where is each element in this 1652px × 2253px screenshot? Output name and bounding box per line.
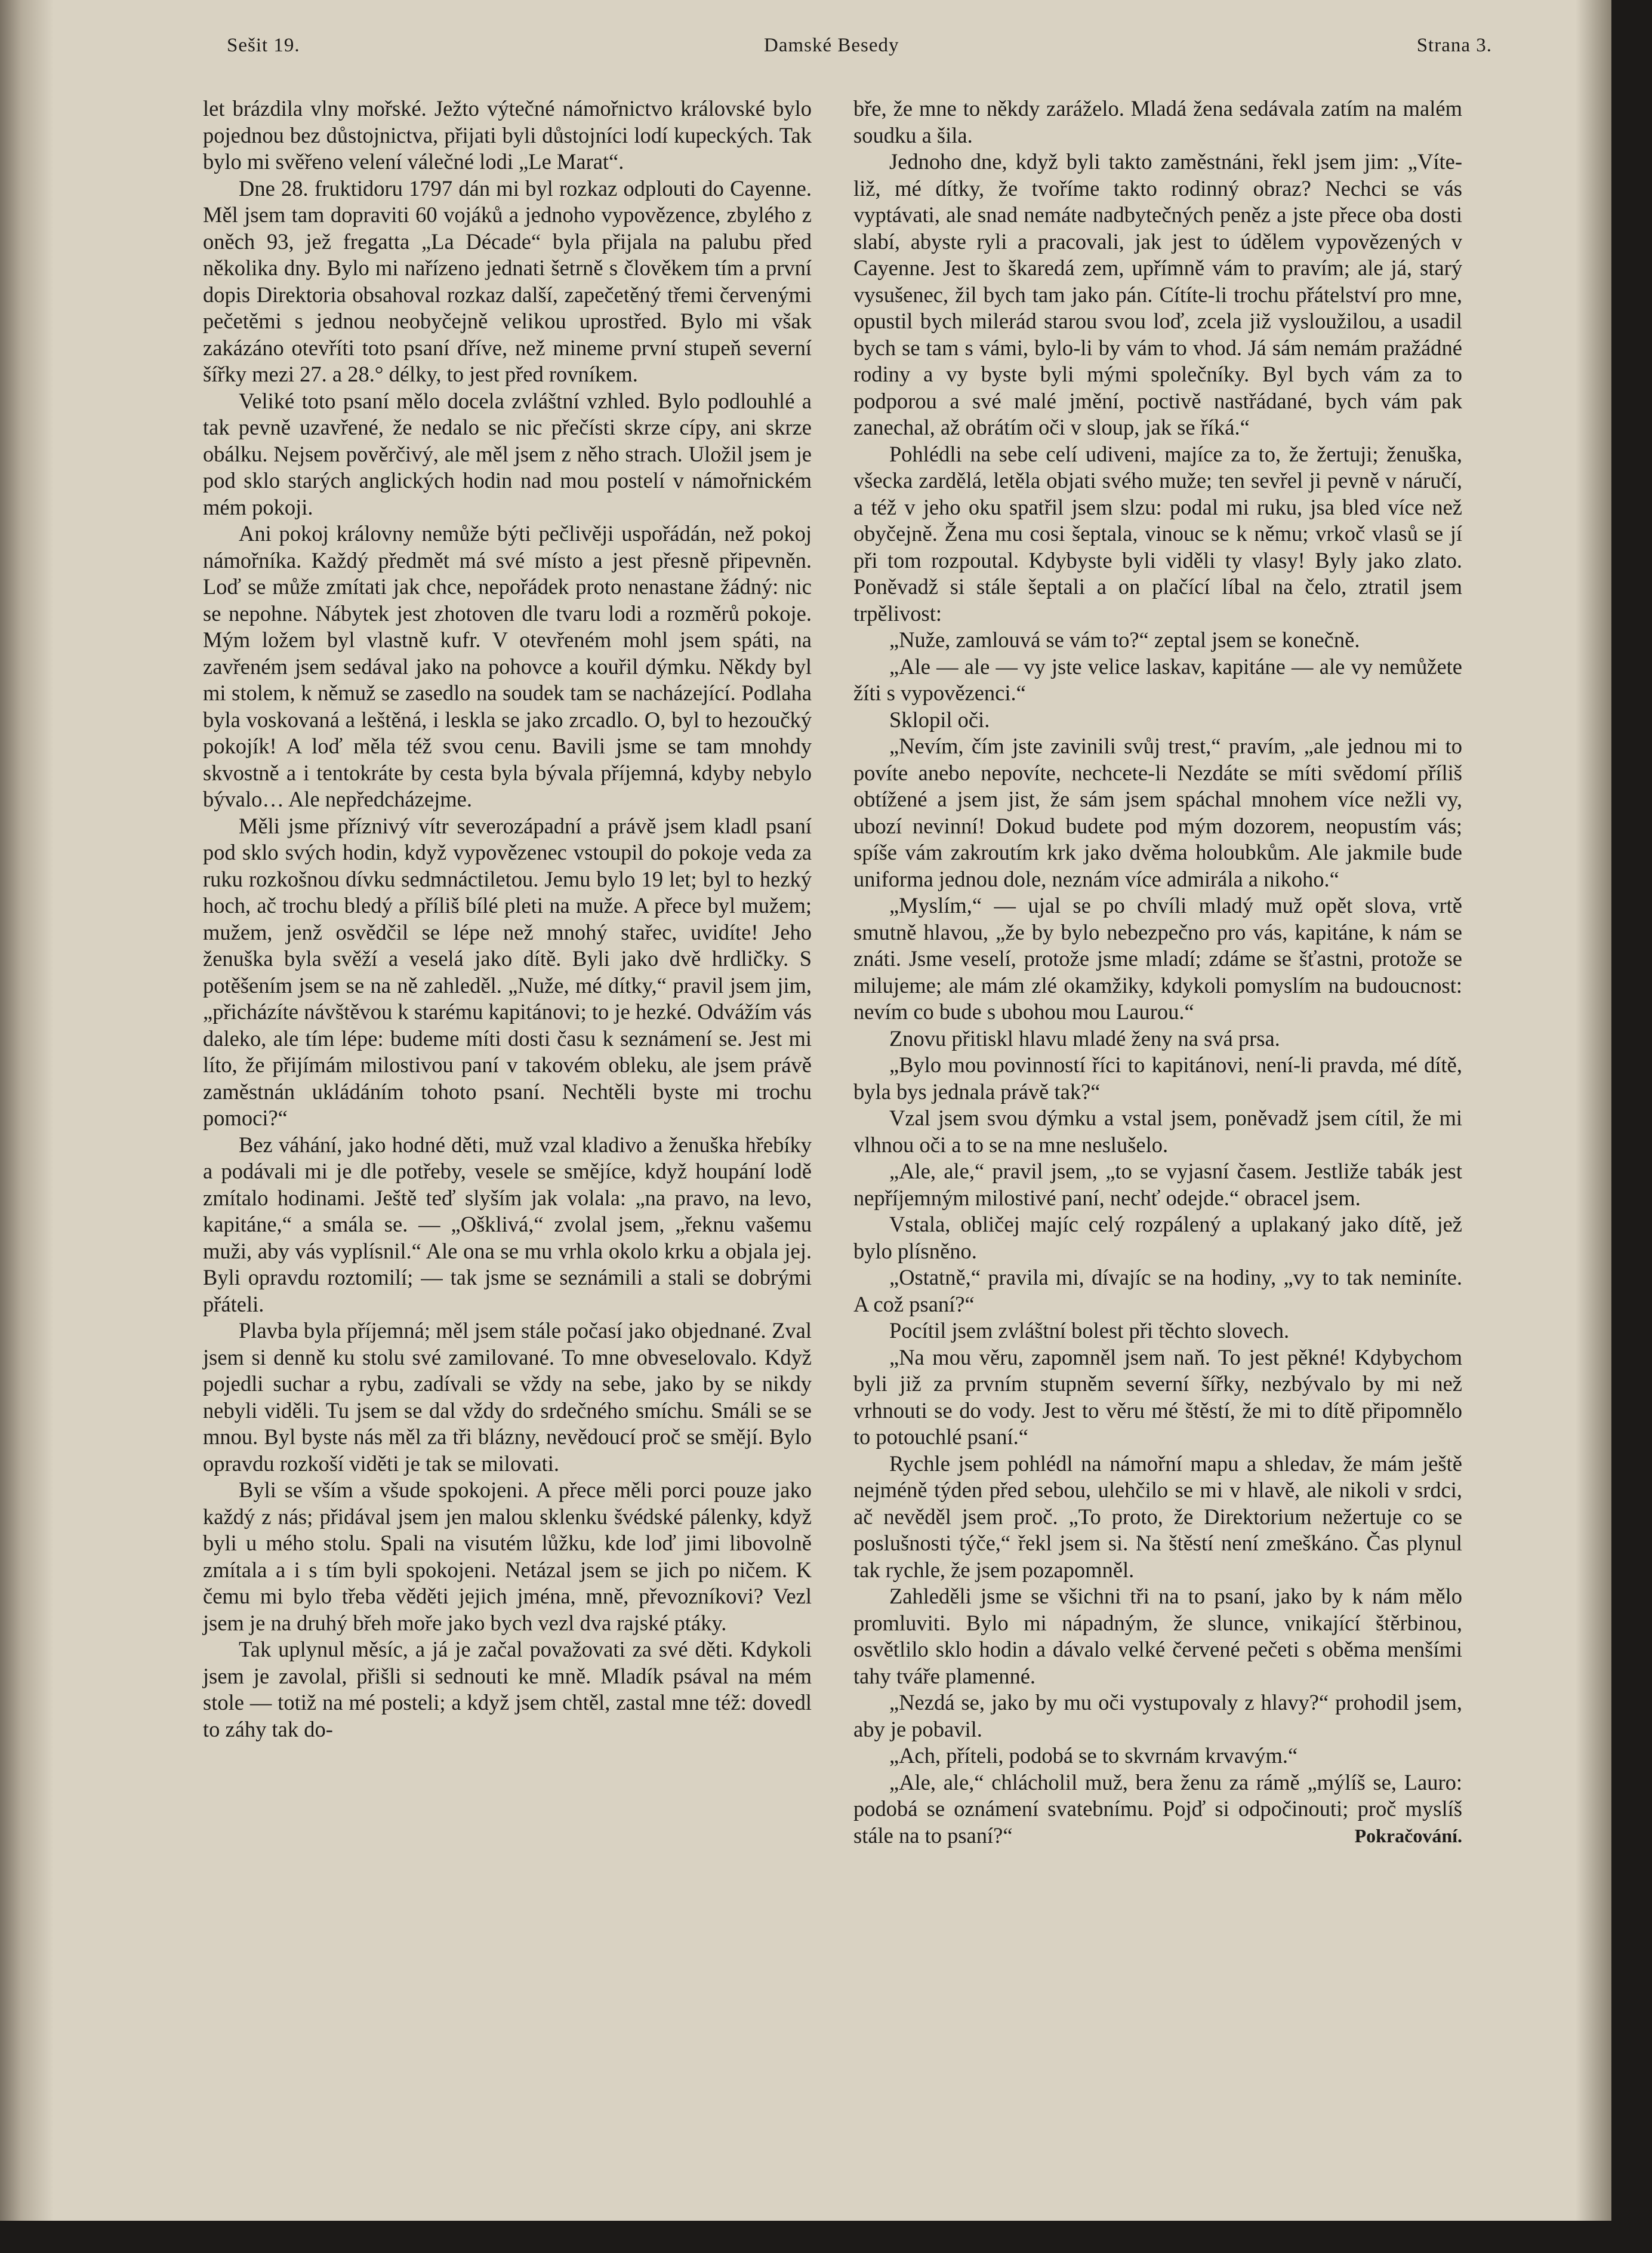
paragraph: Sklopil oči. [889, 707, 990, 732]
journal-title: Damské Besedy [764, 35, 899, 56]
paragraph: „Ach, příteli, podobá se to skvrnám krvavým.“ [889, 1743, 1298, 1768]
paragraph: let brázdila vlny mořské. Ježto výtečné námořnictvo královské bylo pojednou bez důstojnictva, přijati byli důstojníci lodí kupeckých. Tak bylo mi svěřeno velení válečné lodi „Le Marat“. [203, 96, 812, 174]
paragraph: Rychle jsem pohlédl na námořní mapu a shledav, že mám ještě nejméně týden před sebou, ulehčilo se mi v hlavě, ale nikoli v srdci, ač nevěděl jsem proč. „To proto, že Direktorium nežertuje co se poslušnosti týče,“ řekl jsem si. Na štěstí není zmeškáno. Čas plynul tak rychle, že jsem pozapomněl. [853, 1451, 1462, 1582]
paragraph: „Ale, ale,“ chlácholil muž, bera ženu za rámě „mýlíš se, Lauro: podobá se oznámení svatebnímu. Pojď si odpočinouti; proč myslíš stále na to psaní?“ [853, 1769, 1462, 1848]
paragraph: Dne 28. fruktidoru 1797 dán mi byl rozkaz odplouti do Cayenne. Měl jsem tam dopraviti 60 vojáků a jednoho vypovězence, zbylého z oněch 93, jež fregatta „La Décade“ byla přijala na palubu před několika dny. Bylo mi nařízeno jednati šetrně s člověkem tím a první dopis Direktoria obsahoval rozkaz další, zapečetěný třemi červenými pečetěmi s jednou neobyčejně velikou uprostřed. Bylo mi však zakázáno otevříti toto psaní dříve, než mineme první stupeň severní šířky mezi 27. a 28.° délky, to jest před rovníkem. [203, 176, 812, 386]
paragraph: Zahleděli jsme se všichni tři na to psaní, jako by k nám mělo promluviti. Bylo mi nápadným, že slunce, vnikající štěrbinou, osvětlilo sklo hodin a dávalo velké červené pečeti s oběma menšími tahy tváře plamenné. [853, 1584, 1462, 1688]
right-column [853, 96, 1462, 1849]
paragraph: „Myslím,“ — ujal se po chvíli mladý muž opět slova, vrtě smutně hlavou, „že by bylo nebezpečno pro vás, kapitáne, k nám se znáti. Jsme veselí, protože jsme mladí; zdáme se šťastni, protože se milujeme; ale mám zlé okamžiky, kdykoli pomyslím na budoucnost: nevím co bude s ubohou mou Laurou.“ [853, 893, 1462, 1024]
continuation-label: Pokračování. [1354, 1825, 1462, 1846]
paragraph: Veliké toto psaní mělo docela zvláštní vzhled. Bylo podlouhlé a tak pevně uzavřené, že nedalo se nic přečísti skrze cípy, ani skrze obálku. Nejsem pověrčivý, ale měl jsem z něho strach. Uložil jsem je pod sklo starých anglických hodin nad mou postelí v námořnickém mém pokoji. [203, 388, 812, 519]
issue-number: Sešit 19. [227, 35, 300, 56]
paragraph: Měli jsme příznivý vítr severozápadní a právě jsem kladl psaní pod sklo svých hodin, když vypovězenec vstoupil do pokoje veda za ruku rozkošnou dívku sedmnáctiletou. Jemu bylo 19 let; byl to hezký hoch, ač trochu bledý a příliš bílé pleti na muže. A přece byl mužem; mužem, jenž osvědčil se lépe než mnohý stařec, uvidíte! Jeho ženuška byla svěží a veselá jako dítě. Byli jako dvě hrdličky. S potěšením jsem se na ně zahleděl. „Nuže, mé dítky,“ pravil jsem jim, „přicházíte návštěvou k starému kapitánovi; to je hezké. Odvážím vás daleko, ale tím lépe: budeme míti dosti času k seznámení se. Jest mi líto, že přijímám milostivou paní v takovém obleku, ale jsem právě zaměstnán ukládáním tohoto psaní. Nechtěli byste mi trochu pomoci?“ [203, 813, 812, 1130]
running-header [227, 35, 1492, 70]
paragraph: Pocítil jsem zvláštní bolest při těchto slovech. [889, 1318, 1290, 1343]
paragraph: „Ostatně,“ pravila mi, dívajíc se na hodiny, „vy to tak neminíte. A což psaní?“ [853, 1265, 1462, 1316]
page-edge-shadow [1576, 0, 1611, 2221]
paragraph: „Bylo mou povinností říci to kapitánovi, není-li pravda, mé dítě, byla bys jednala právě tak?“ [853, 1052, 1462, 1104]
left-column [203, 96, 812, 1743]
page-number: Strana 3. [1416, 35, 1492, 56]
paragraph: Pohlédli na sebe celí udiveni, majíce za to, že žertuji; ženuška, všecka zardělá, letěla objati svého muže; ten sevřel ji pevně v náručí, a též v jeho oku spatřil jsem slzu: podal mi ruku, jsa bled více než obyčejně. Žena mu cosi šeptala, vinouc se k němu; vrkoč vlasů se jí při tom rozpoutal. Kdybyste byli viděli ty vlasy! Byly jako zlato. Poněvadž si stále šeptali a on plačící líbal na čelo, ztratil jsem trpělivost: [853, 441, 1462, 626]
paragraph: „Na mou věru, zapomněl jsem naň. To jest pěkné! Kdybychom byli již za prvním stupněm severní šířky, nezbývalo by mi než vrhnouti se do vody. Jest to věru mé štěstí, že mi to dítě připomnělo to potouchlé psaní.“ [853, 1344, 1462, 1449]
book-spine-shadow [0, 0, 54, 2221]
paragraph: „Nevím, čím jste zavinili svůj trest,“ pravím, „ale jednou mi to povíte anebo nepovíte, nechcete-li Nezdáte se míti svědomí příliš obtížené a jsem jist, že sám jsem spáchal mnohem více nežli vy, ubozí nevinní! Dokud budete pod mým dozorem, neopustím vás; spíše vám zakroutím krk jako dvěma holoubkům. Ale jakmile bude uniforma jednou dole, neznám více admirála a nikoho.“ [853, 734, 1462, 891]
paragraph: Tak uplynul měsíc, a já je začal považovati za své děti. Kdykoli jsem je zavolal, přišli si sednouti ke mně. Mladík psával na mém stole — totiž na mé posteli; a když jsem chtěl, zastal mne též: dovedl to záhy tak do- [203, 1637, 812, 1741]
paragraph: Znovu přitiskl hlavu mladé ženy na svá prsa. [889, 1026, 1280, 1051]
paragraph: Jednoho dne, když byli takto zaměstnáni, řekl jsem jim: „Víte-liž, mé dítky, že tvoříme takto rodinný obraz? Nechci se vás vyptávati, ale snad nemáte nadbytečných peněz a jste přece oba dosti slabí, abyste ryli a pracovali, jak jest to údělem vypovězených v Cayenne. Jest to škaredá zem, upřímně vám to pravím; ale já, starý vysušenec, žil bych tam jako pán. Cítíte-li trochu přátelství pro mne, opustil bych milerád starou svou loď, zcela již vysloužilou, a usadil bych se tam s vámi, bylo-li by vám to vhod. Já sám nemám pražádné rodiny a vy byste byli mými společníky. Byl bych vám za to podporou a své malé jmění, poctivě nastřádané, bych vám pak zanechal, až obrátím oči v sloup, jak se říká.“ [853, 149, 1462, 439]
paragraph: „Nuže, zamlouvá se vám to?“ zeptal jsem se konečně. [889, 627, 1360, 652]
paragraph: Byli se vším a všude spokojeni. A přece měli porci pouze jako každý z nás; přidával jsem jen malou sklenku švédské pálenky, když byli u mého stolu. Spali na visutém lůžku, kde loď jimi libovolně zmítala a i s tím byli spokojeni. Netázal jsem se jich po ničem. K čemu mi bylo třeba věděti jejich jména, mně, převozníkovi? Vezl jsem je na druhý břeh moře jako bych vezl dva rajské ptáky. [203, 1478, 812, 1635]
paragraph: Ani pokoj královny nemůže býti pečlivěji uspořádán, než pokoj námořníka. Každý předmět má své místo a jest přesně připevněn. Loď se může zmítati jak chce, nepořádek proto nenastane žádný: nic se nepohne. Nábytek jest zhotoven dle tvaru lodi a rozměrů pokoje. Mým ložem byl vlastně kufr. V otevřeném mohl jsem spáti, na zavřeném jsem sedával jako na pohovce a kouřil dýmku. Někdy byl mi stolem, k němuž se zasedlo na soudek tam se nacházející. Podlaha byla voskovaná a leštěná, i leskla se jako zrcadlo. O, byl to hezoučký pokojík! A loď měla též svou cenu. Bavili jsme se tam mnohdy skvostně a i tentokráte by cesta byla bývala příjemná, kdyby nebylo bývalo… Ale nepředcházejme. [203, 521, 812, 811]
paragraph: „Nezdá se, jako by mu oči vystupovaly z hlavy?“ prohodil jsem, aby je pobavil. [853, 1690, 1462, 1741]
paragraph: Vstala, obličej majíc celý rozpálený a uplakaný jako dítě, jež bylo plísněno. [853, 1212, 1462, 1263]
paragraph: Bez váhání, jako hodné děti, muž vzal kladivo a ženuška hřebíky a podávali mi je dle potřeby, vesele se smějíce, když houpání lodě zmítalo hodinami. Ještě teď slyším jak volala: „na pravo, na levo, kapitáne,“ a smála se. — „Ošklivá,“ zvolal jsem, „řeknu vašemu muži, aby vás vyplísnil.“ Ale ona se mu vrhla okolo krku a objala jej. Byli opravdu roztomilí; — tak jsme se seznámili a stali se dobrými přáteli. [203, 1132, 812, 1316]
paragraph: „Ale — ale — vy jste velice laskav, kapitáne — ale vy nemůžete žíti s vypovězenci.“ [853, 654, 1462, 705]
paragraph: Vzal jsem svou dýmku a vstal jsem, poněvadž jsem cítil, že mi vlhnou oči a to se na mne neslušelo. [853, 1106, 1462, 1157]
paragraph: „Ale, ale,“ pravil jsem, „to se vyjasní časem. Jestliže tabák jest nepříjemným milostivé paní, nechť odejde.“ obracel jsem. [853, 1159, 1462, 1210]
paragraph: bře, že mne to někdy zaráželo. Mladá žena sedávala zatím na malém soudku a šila. [853, 96, 1462, 147]
paragraph: Plavba byla příjemná; měl jsem stále počasí jako objednané. Zval jsem si denně ku stolu své zamilované. To mne obveselovalo. Když pojedli suchar a rybu, zadívali se vždy na sebe, jako by se nikdy nebyli viděli. Tu jsem se dal vždy do srdečného smíchu. Smáli se se mnou. Byl byste nás měl za tři blázny, nevědoucí proč se smějí. Bylo opravdu rozkoší viděti je tak se milovati. [203, 1318, 812, 1476]
